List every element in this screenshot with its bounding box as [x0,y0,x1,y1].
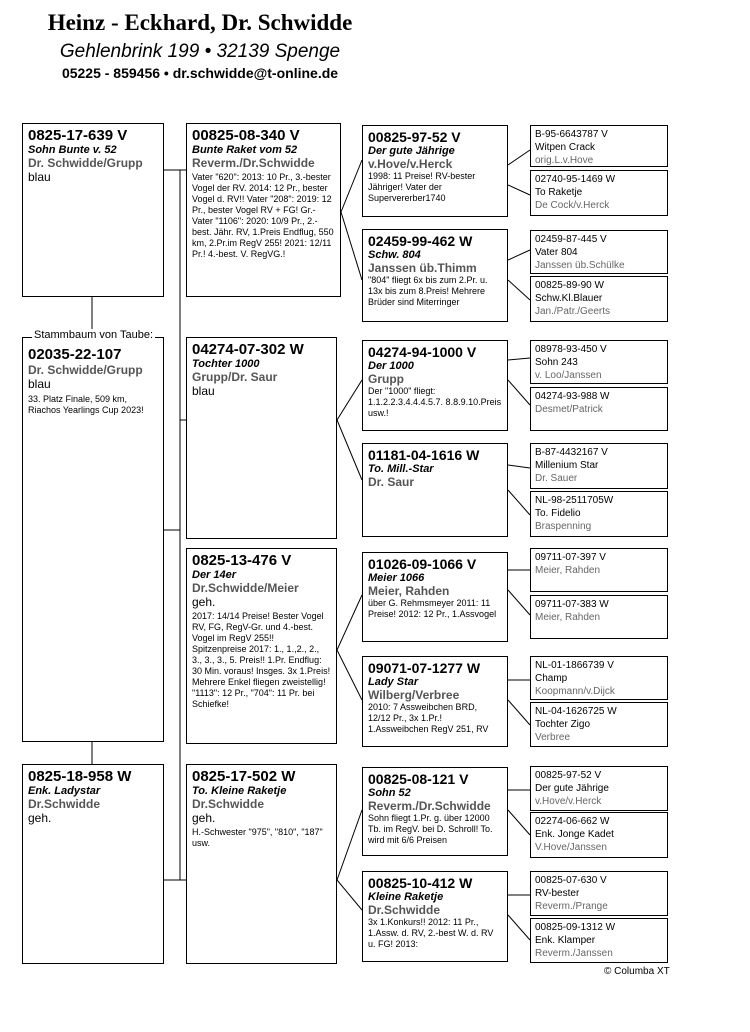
ancestor-card [530,230,668,274]
bird-name: Witpen Crack [535,142,596,153]
bird-name: Der 14er [192,569,237,581]
owner: Grupp [368,372,404,386]
ancestor-card [530,491,668,537]
owner: Dr.Schwidde/Meier [192,581,299,595]
ring-number: 02274-06-662 W [535,816,610,827]
bird-name: Sohn 243 [535,357,578,368]
bird-name: Sohn Bunte v. 52 [28,144,117,156]
ring-number: 04274-93-988 W [535,391,610,402]
owner: v. Loo/Janssen [535,370,602,381]
ring-number: 00825-09-1312 W [535,922,616,933]
ring-number: NL-01-1866739 V [535,660,614,671]
pedigree-subject-label: Stammbaum von Taube: [34,329,154,341]
owner: Reverm./Dr.Schwidde [368,799,491,813]
bird-name: Tochter 1000 [192,358,260,370]
owner: Jan./Patr./Geerts [535,306,611,317]
owner: Dr. Sauer [535,473,578,484]
ring-number: 00825-97-52 V [535,770,602,781]
breeder-address: Gehlenbrink 199 • 32139 Spenge [59,41,341,62]
ring-number: 00825-08-340 V [192,127,300,144]
ring-number: 0825-13-476 V [192,552,292,569]
bird-card-mother [186,337,337,539]
owner: Reverm./Janssen [535,948,613,959]
owner: Verbree [535,732,571,743]
bird-card-grandmother [186,764,337,964]
bird-card-grandfather [186,548,337,744]
ancestor-card [530,387,668,431]
performance-notes: H.-Schwester "975", "810", "187" usw. [192,827,323,848]
bird-name: Vater 804 [535,247,578,258]
bird-name: Tochter Zigo [535,719,591,730]
performance-notes: Sohn fliegt 1.Pr. g. über 12000 Tb. im RegV. bei D. Schroll! To. wird mit 6/6 Preisen [368,813,493,845]
ancestor-card [530,443,668,489]
bird-card-mm [362,443,508,537]
performance-notes: "804" fliegt 6x bis zum 2.Pr. u. 13x bis zum 8.Preis! Mehrere Brüder sind Miterringer [368,275,488,307]
owner: De Cock/v.Herck [535,200,610,211]
bird-name: Meier 1066 [368,572,425,584]
owner: Desmet/Patrick [535,404,603,415]
ring-number: 09711-07-383 W [535,599,609,610]
bird-name: Der gute Jährige [535,783,609,794]
bird-name: Kleine Raketje [368,891,444,903]
ring-number: 02035-22-107 [28,346,122,363]
owner: Janssen üb.Thimm [368,261,477,275]
owner: Meier, Rahden [535,565,601,576]
bird-name: Sohn 52 [368,787,411,799]
ring-number: 04274-94-1000 V [368,344,477,360]
copyright-text: © Columba XT [604,966,670,977]
bird-name: RV-bester [535,888,580,899]
bird-name: To. Kleine Raketje [192,785,287,797]
breeder-contact: 05225 - 859456 • dr.schwidde@t-online.de [61,65,339,81]
bird-card-gff [362,552,508,642]
ring-number: NL-04-1626725 W [535,706,617,717]
ring-number: 01181-04-1616 W [368,447,480,463]
bird-name: Schw.Kl.Blauer [535,293,603,304]
ancestor-card [530,812,668,858]
bird-card-mf [362,340,508,431]
color: geh. [192,811,216,825]
ancestor-card [530,918,668,963]
bird-card-gmm [362,871,508,962]
ring-number: 02459-87-445 V [535,234,607,245]
bird-name: Enk. Jonge Kadet [535,829,614,840]
ring-number: 0825-17-639 V [28,127,128,144]
ancestor-card [530,125,668,167]
color: blau [28,170,51,184]
bird-card-sibling [22,764,164,964]
ring-number: 00825-97-52 V [368,129,461,145]
bird-name: Lady Star [368,676,419,688]
bird-card-brother [22,123,164,297]
bird-name: Schw. 804 [368,249,421,261]
performance-notes: Der "1000" fliegt: 1.1.2.2.3.4.4.4.5.7. 8.8.9.10.Preis usw.! [368,386,502,418]
owner: Dr. Schwidde/Grupp [28,156,143,170]
ring-number: 02459-99-462 W [368,233,473,249]
bird-name: Enk. Ladystar [28,785,101,797]
ancestor-card [530,702,668,747]
bird-name: Bunte Raket vom 52 [192,144,298,156]
bird-name: Champ [535,673,568,684]
bird-name: Millenium Star [535,460,599,471]
ring-number: 0825-17-502 W [192,768,296,785]
bird-card-fm [362,229,508,322]
bird-name: Der gute Jährige [368,145,455,157]
ring-number: 00825-07-630 V [535,875,607,886]
ancestor-card [530,656,668,700]
color: blau [192,384,215,398]
owner: Meier, Rahden [535,612,601,623]
owner: Janssen üb.Schülke [535,260,625,271]
owner: Reverm./Dr.Schwidde [192,156,315,170]
ring-number: 00825-08-121 V [368,771,469,787]
bird-name: Der 1000 [368,360,414,372]
ring-number: 01026-09-1066 V [368,556,477,572]
color: geh. [192,595,216,609]
ring-number: 09711-07-397 V [535,552,606,563]
bird-name: To. Fidelio [535,508,581,519]
owner: Meier, Rahden [368,584,450,598]
owner: Dr. Saur [368,475,415,489]
ancestor-card [530,548,668,592]
ring-number: B-87-4432167 V [535,447,608,458]
ring-number: 08978-93-450 V [535,344,607,355]
performance-notes: Vater "620": 2013: 10 Pr., 3.-bester Vogel der RV. 2014: 12 Pr., bester Vogel d. RV!! Vater "208": 2019: 12 Pr., bester Vogel RV + FG! Gr.-Vater "1106": 2020: 10/9 Pr., 2.-best. Jähr. RV, 1.Preis Endflug, 550 km, 2.Pr.im RegV 255! 2021: 12/11 Pr.! 4.-best. V. RegVG.! [192,172,334,259]
ancestor-card [530,340,668,384]
bird-name: To Raketje [535,187,583,198]
ancestor-card [530,871,668,916]
ring-number: B-95-6643787 V [535,129,608,140]
owner: v.Hove/v.Herck [535,796,602,807]
bird-name: Enk. Klamper [535,935,596,946]
owner: Dr.Schwidde [28,797,101,811]
bird-name: To. Mill.-Star [368,463,434,475]
ring-number: NL-98-2511705W [535,495,614,506]
owner: Grupp/Dr. Saur [192,370,278,384]
bird-card-subject [22,337,164,742]
bird-card-gfm [362,656,508,747]
owner: Reverm./Prange [535,901,608,912]
owner: Dr. Schwidde/Grupp [28,363,143,377]
ancestor-card [530,276,668,322]
owner: Dr.Schwidde [368,903,441,917]
performance-notes: 2010: 7 Assweibchen BRD, 12/12 Pr., 3x 1.Pr.! 1.Assweibchen RegV 251, RV [368,702,489,734]
owner: Wilberg/Verbree [368,688,460,702]
owner: Koopmann/v.Dijck [535,686,615,697]
bird-card-father [186,123,341,297]
ancestor-card [530,595,668,639]
owner: orig.L.v.Hove [535,155,594,166]
ring-number: 0825-18-958 W [28,768,132,785]
performance-notes: 3x 1.Konkurs!! 2012: 11 Pr., 1.Assw. d. RV, 2.-best W. d. RV u. FG! 2013: [368,917,494,949]
color: geh. [28,811,52,825]
owner: V.Hove/Janssen [535,842,607,853]
ring-number: 04274-07-302 W [192,341,304,358]
performance-notes: 2017: 14/14 Preise! Bester Vogel RV, FG, RegV-Gr. und 4.-best. Vogel im RegV 255!! Spitzenpreise 2017: 1., 1.,2., 2., 3., 3., 3., 5. Preis!! 1.Pr. Endflug: 30 Min. voraus! Insges. 3x 1.Preis! Mehrere Enkel fliegen zweistellig! "1113": 12 Pr., "704": 11 Pr. bei Schiefke! [192,611,331,709]
ring-number: 09071-07-1277 W [368,660,481,676]
owner: Braspenning [535,521,592,532]
breeder-name: Heinz - Eckhard, Dr. Schwidde [47,10,353,35]
performance-notes: 1998: 11 Preise! RV-bester Jähriger! Vater der Supervererber1740 [368,171,476,203]
ring-number: 02740-95-1469 W [535,174,616,185]
bird-card-ff [362,125,508,217]
color: blau [28,377,51,391]
owner: v.Hove/v.Herck [368,157,453,171]
bird-card-gmf [362,767,508,856]
performance-notes: über G. Rehmsmeyer 2011: 11 Preise! 2012: 12 Pr., 1.Assvogel [368,598,497,619]
ring-number: 00825-10-412 W [368,875,473,891]
ancestor-card [530,766,668,811]
performance-notes: 33. Platz Finale, 509 km, Riachos Yearlings Cup 2023! [28,394,144,415]
ring-number: 00825-89-90 W [535,280,604,291]
ancestor-card [530,170,668,216]
owner: Dr.Schwidde [192,797,265,811]
